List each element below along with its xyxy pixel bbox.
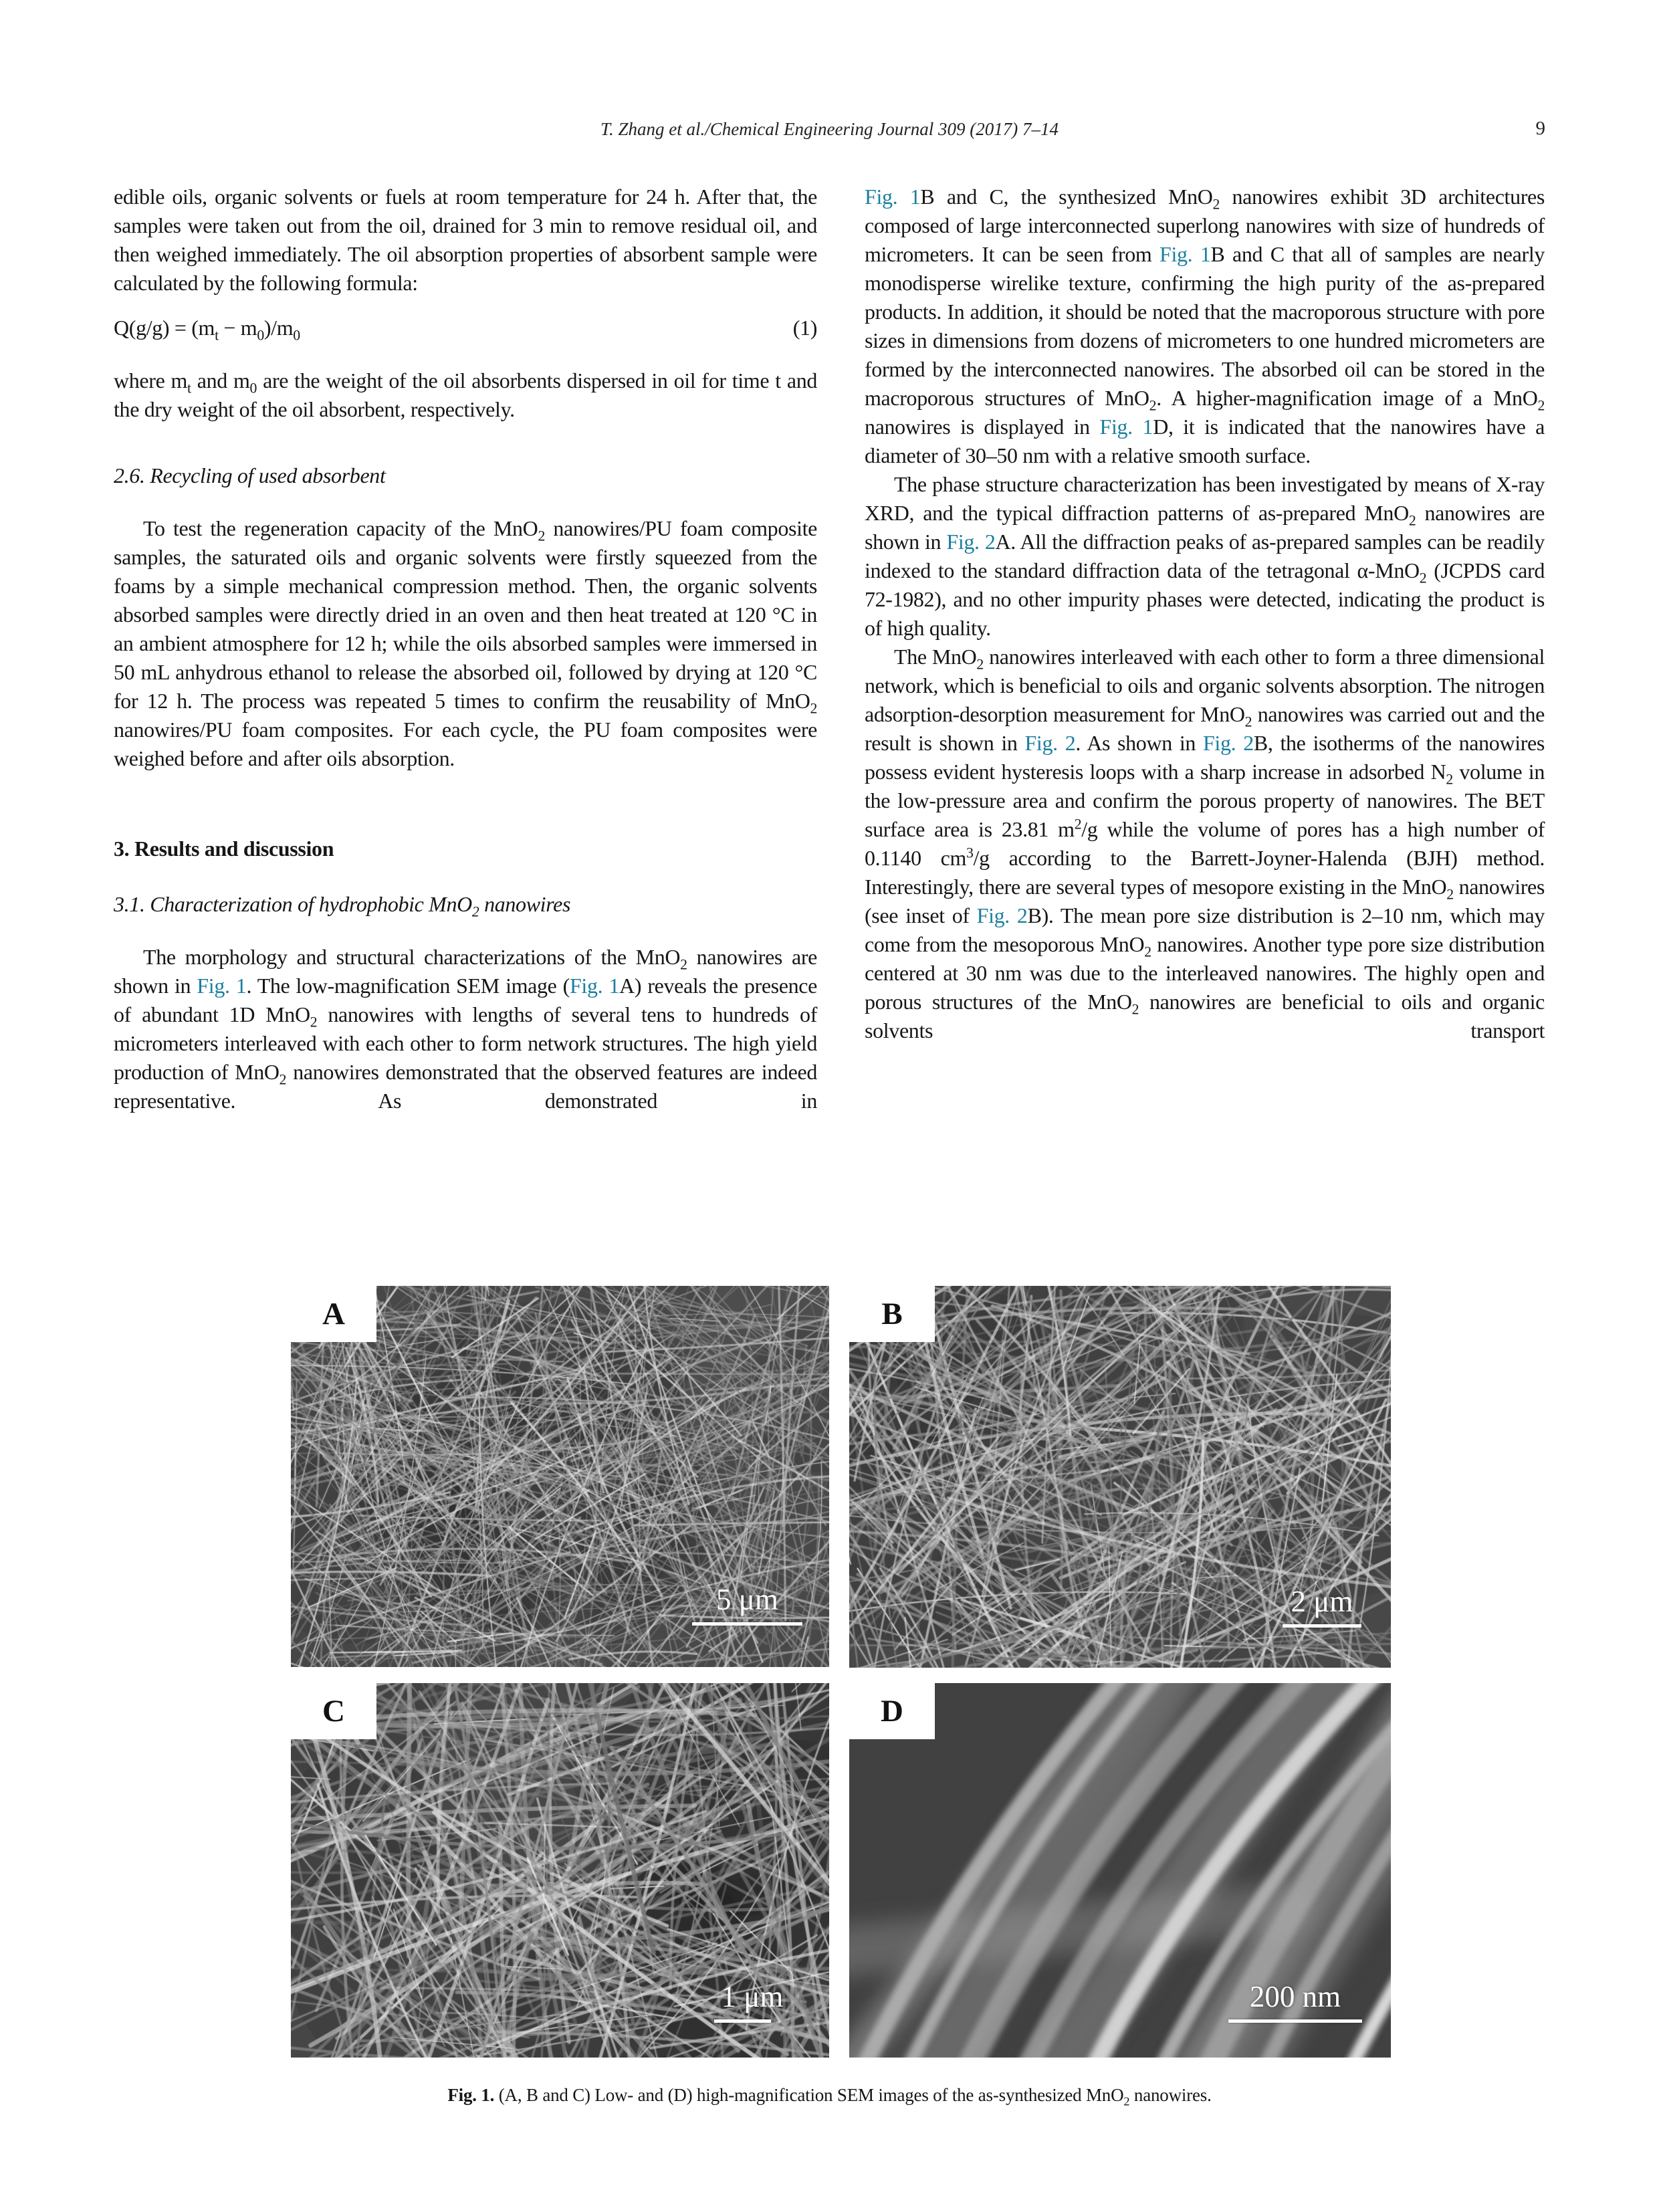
running-head: T. Zhang et al./Chemical Engineering Journal 309 (2017) 7–14 xyxy=(600,119,1059,139)
equation-1 xyxy=(114,314,817,342)
panel-label-b xyxy=(849,1286,935,1342)
panel-letter: B xyxy=(881,1297,903,1331)
fig-reference-link[interactable]: Fig. 2 xyxy=(1202,731,1254,755)
equation-number: (1) xyxy=(792,316,817,340)
paragraph: The morphology and structural characterizations of the MnO$_2$ nanowires are shown in Fig. 1. The low-magnification SEM image (Fig. 1A) reveals the presence of abundant 1D MnO$_2$ nanowires with lengths of several tens to hundreds of micrometers interleaved with each other to form network structures. The high yield production of MnO$_2$ nanowires demonstrated that the observed features are indeed representative. As demonstrated in xyxy=(114,945,818,1113)
sem-panel-c xyxy=(291,1683,829,2058)
scalebar-a xyxy=(689,1583,806,1626)
scale-line xyxy=(1283,1624,1361,1628)
scale-line xyxy=(1228,2019,1362,2023)
fig-reference-link[interactable]: Fig. 2 xyxy=(946,530,996,554)
sem-panel-b xyxy=(849,1286,1391,1668)
fig-reference-link[interactable]: Fig. 2 xyxy=(976,903,1028,927)
scale-label: 200 nm xyxy=(1249,1980,1341,2013)
scalebar-b xyxy=(1272,1585,1372,1628)
section-heading-3-1: 3.1. Characterization of hydrophobic MnO$_2$ nanowires xyxy=(114,892,571,920)
panel-letter: C xyxy=(322,1694,345,1729)
fig-reference-link[interactable]: Fig. 1 xyxy=(197,974,247,998)
scale-label: 1 μm xyxy=(721,1980,784,2013)
fig-reference-link[interactable]: Fig. 1 xyxy=(1099,415,1153,439)
section-heading-2-6: 2.6. Recycling of used absorbent xyxy=(114,463,386,487)
paragraph: Fig. 1B and C, the synthesized MnO$_2$ nanowires exhibit 3D architectures composed of large interconnected superlong nanowires with size of hundreds of micrometers. It can be seen from Fig. 1B and C that all of samples are nearly monodisperse wirelike texture, confirming the high purity of the as-prepared products. In addition, it should be noted that the macroporous structure with pore sizes in dimensions from dozens of micrometers to one hundred micrometers are formed by the interconnected nanowires. The absorbed oil can be stored in the macroporous structures of MnO$_2$. A higher-magnification image of a MnO$_2$ nanowires is displayed in Fig. 1D, it is indicated that the nanowires have a diameter of 30–50 nm with a relative smooth surface. xyxy=(865,185,1545,467)
section-heading-3: 3. Results and discussion xyxy=(114,837,334,861)
right-column xyxy=(865,183,1545,1045)
paragraph: where $m_t$ and $m_0$ are the weight of the oil absorbents dispersed in oil for time t and the dry weight of the oil absorbent, respectively. xyxy=(114,368,817,421)
paragraph: To test the regeneration capacity of the MnO$_2$ nanowires/PU foam composite samples, the saturated oils and organic solvents were firstly squeezed from the foams by a simple mechanical compression method. Then, the organic solvents absorbed samples were directly dried in an oven and then heat treated at 120 °C in an ambient atmosphere for 12 h; while the oils absorbed samples were immersed in 50 mL anhydrous ethanol to release the absorbed oil, followed by drying at 120 °C for 12 h. The process was repeated 5 times to confirm the reusability of MnO$_2$ nanowires/PU foam composites. For each cycle, the PU foam composites were weighed before and after oils absorption. xyxy=(114,516,818,770)
scalebar-d xyxy=(1225,1981,1365,2023)
equation-body: $Q(g/g) = (m_t - m_0)/m_0$ xyxy=(114,316,300,344)
fig-reference-link[interactable]: Fig. 1 xyxy=(1159,242,1211,266)
paragraph: edible oils, organic solvents or fuels at room temperature for 24 h. After that, the samples were taken out from the oil, drained for 3 min to remove residual oil, and then weighed immediately. The oil absorption properties of absorbent sample were calculated by the following formula: xyxy=(114,185,817,295)
fig-reference-link[interactable]: Fig. 1 xyxy=(865,185,921,209)
scale-label: 2 μm xyxy=(1291,1585,1353,1618)
fig-reference-link[interactable]: Fig. 2 xyxy=(1024,731,1076,755)
scale-label: 5 μm xyxy=(716,1583,778,1616)
panel-letter: D xyxy=(881,1694,903,1729)
scalebar-c xyxy=(709,1981,796,2023)
scale-line xyxy=(692,1622,802,1626)
sem-panel-a xyxy=(291,1286,829,1667)
figure-caption-label: Fig. 1. xyxy=(447,2085,495,2105)
figure-caption xyxy=(0,2085,1659,2106)
panel-label-d xyxy=(849,1683,935,1739)
panel-label-c xyxy=(291,1683,376,1739)
panel-letter: A xyxy=(322,1297,345,1331)
paragraph: The MnO$_2$ nanowires interleaved with each other to form a three dimensional network, which is beneficial to oils and organic solvents absorption. The nitrogen adsorption-desorption measurement for MnO$_2$ nanowires was carried out and the result is shown in Fig. 2. As shown in Fig. 2B, the isotherms of the nanowires possess evident hysteresis loops with a sharp increase in adsorbed $N_2$ volume in the low-pressure area and confirm the porous property of nanowires. The BET surface area is 23.81 $m^2/g$ while the volume of pores has a high number of 0.1140 $cm^3/g$ according to the Barrett-Joyner-Halenda (BJH) method. Interestingly, there are several types of mesopore existing in the MnO$_2$ nanowires (see inset of Fig. 2B). The mean pore size distribution is 2–10 nm, which may come from the mesoporous MnO$_2$ nanowires. Another type pore size distribution centered at 30 nm was due to the interleaved nanowires. The highly open and porous structures of the MnO$_2$ nanowires are beneficial to oils and organic solvents transport xyxy=(865,645,1545,1042)
paragraph: The phase structure characterization has been investigated by means of X-ray XRD, and the typical diffraction patterns of as-prepared MnO$_2$ nanowires are shown in Fig. 2A. All the diffraction peaks of as-prepared samples can be readily indexed to the standard diffraction data of the tetragonal α-MnO$_2$ (JCPDS card 72-1982), and no other impurity phases were detected, indicating the product is of high quality. xyxy=(865,472,1545,640)
scale-line xyxy=(714,2019,771,2023)
page-number: 9 xyxy=(1535,118,1545,139)
panel-label-a xyxy=(291,1286,376,1342)
fig-reference-link[interactable]: Fig. 1 xyxy=(569,974,620,998)
figure-caption-text: (A, B and C) Low- and (D) high-magnification SEM images of the as-synthesized MnO$_2$ nanowires. xyxy=(494,2085,1212,2108)
sem-panel-d xyxy=(849,1683,1391,2058)
left-column xyxy=(114,183,817,1115)
